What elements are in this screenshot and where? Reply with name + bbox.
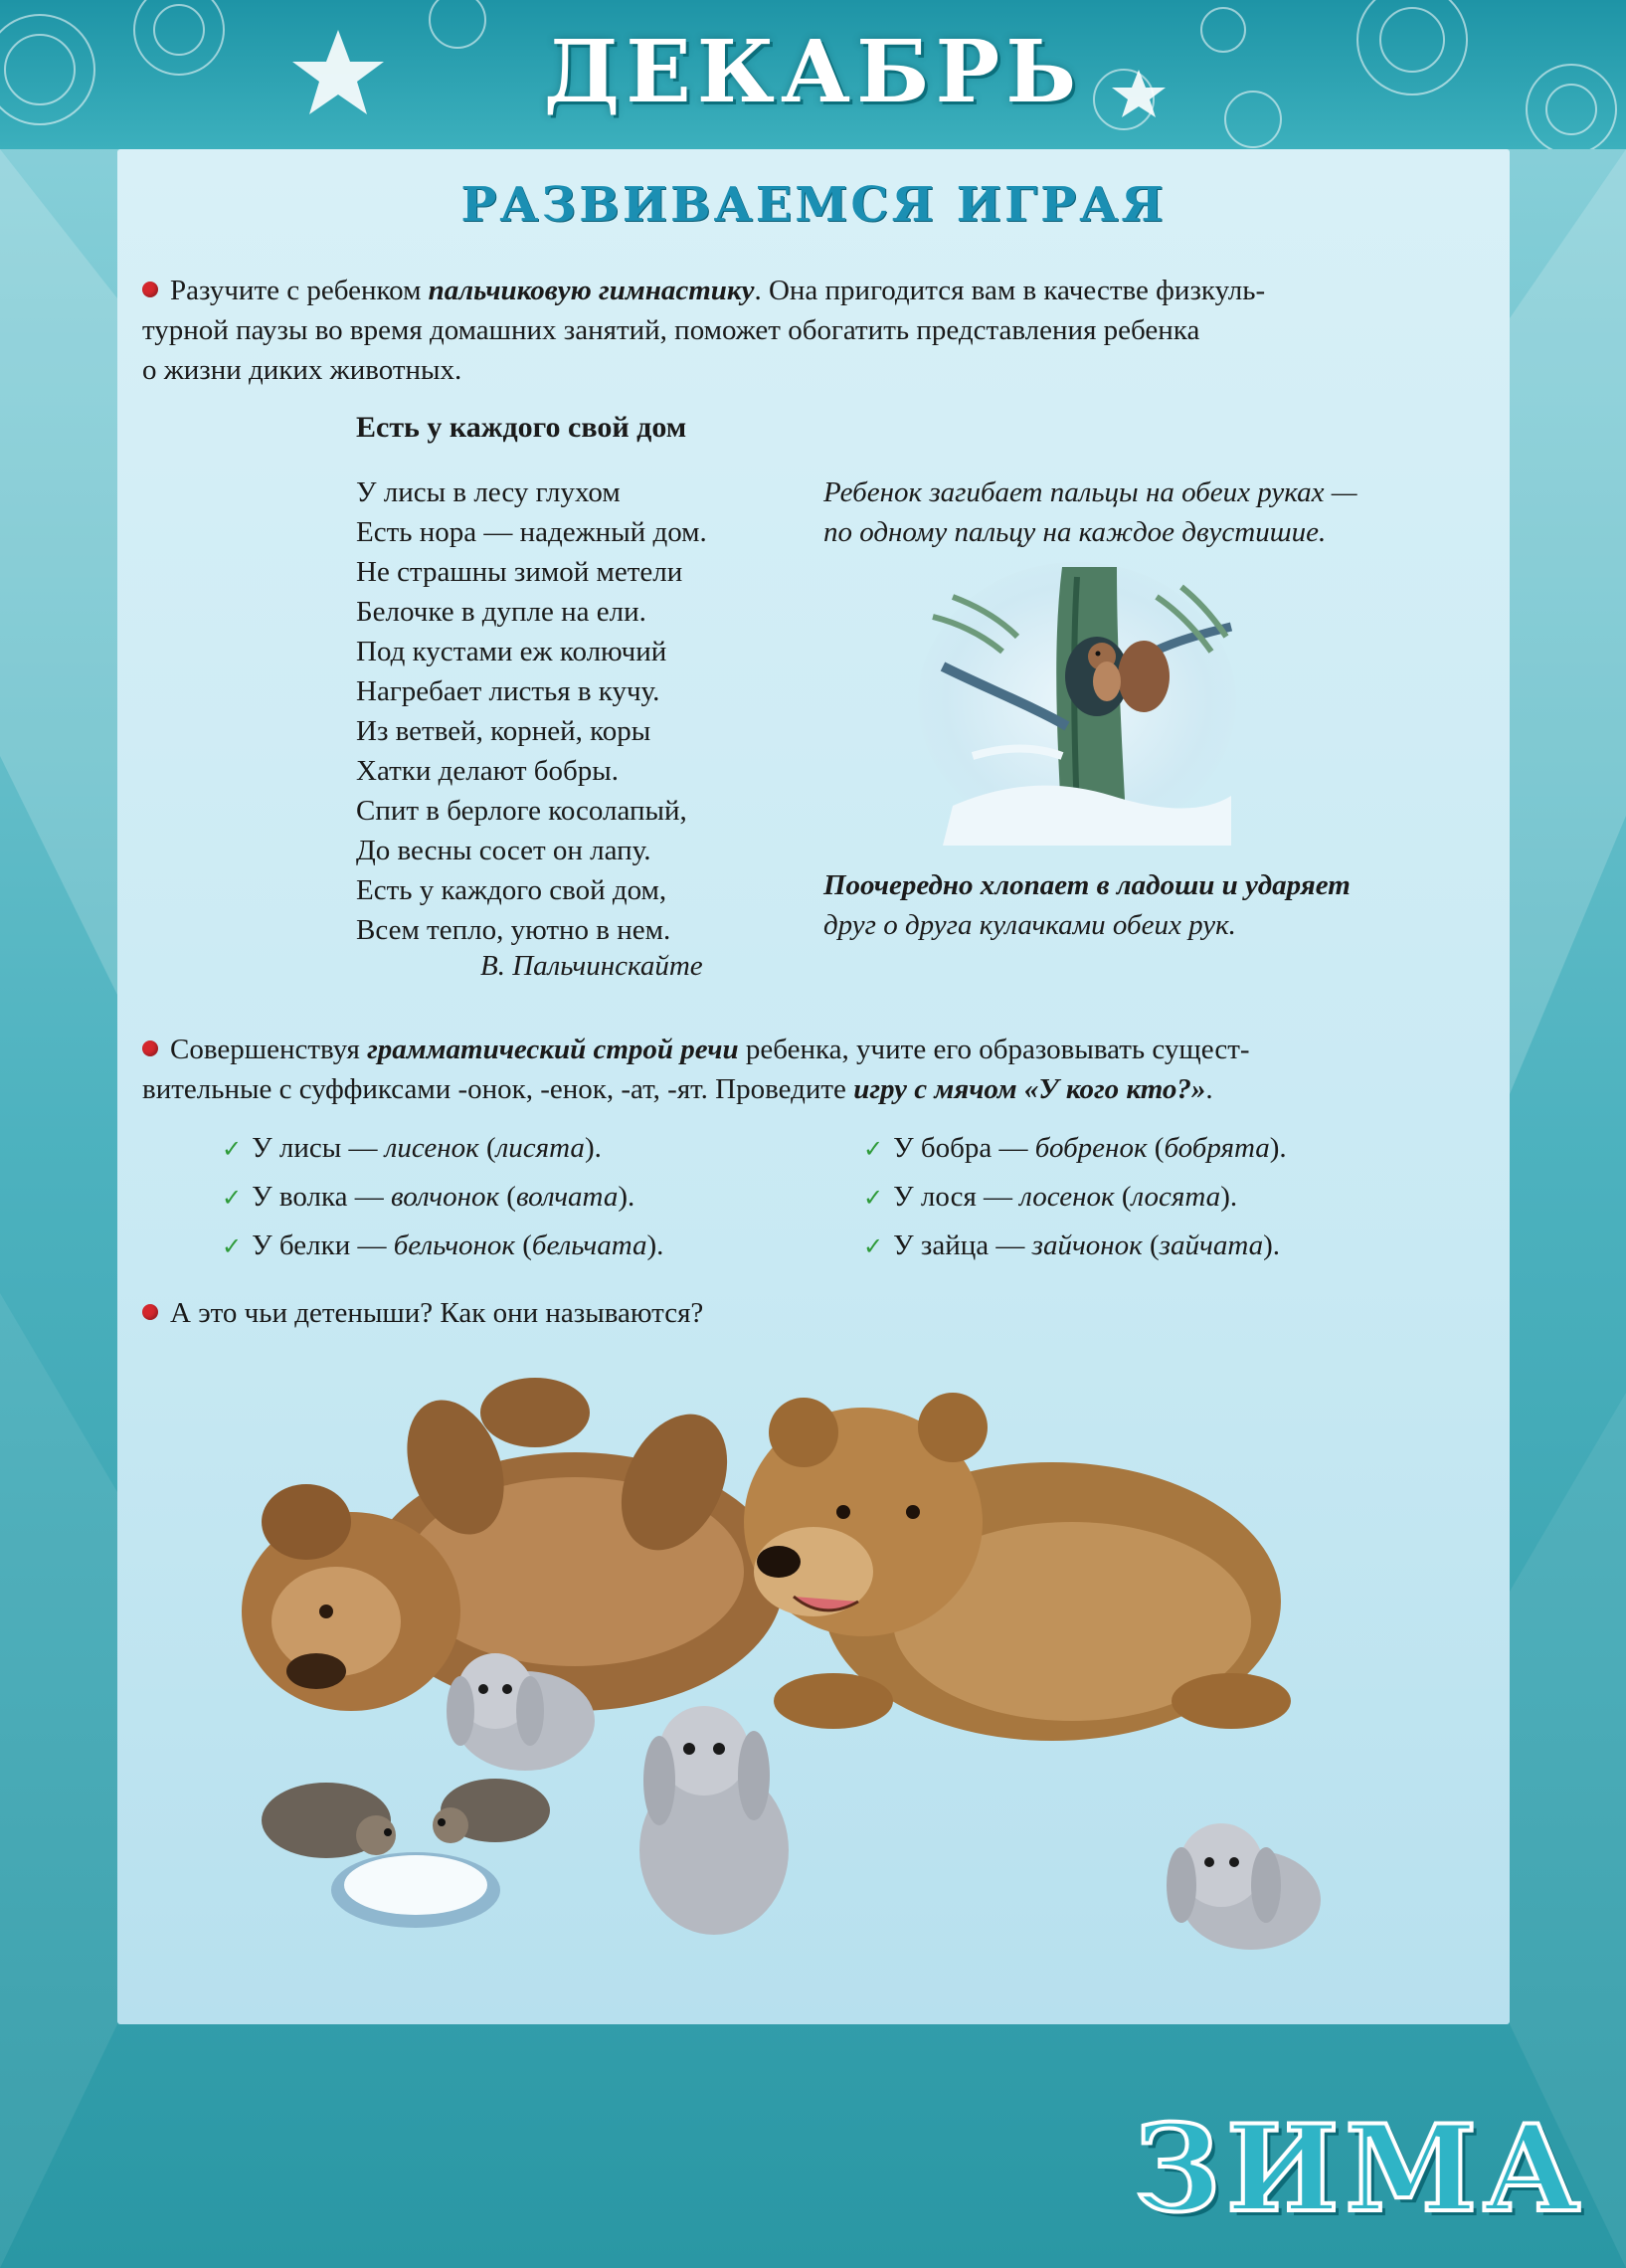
list-item: ✓ У бобра — бобренок (бобрята). (863, 1132, 1287, 1164)
pairs-list-left (222, 1124, 663, 1270)
checkmark-icon: ✓ (222, 1184, 243, 1212)
checkmark-icon: ✓ (222, 1232, 243, 1260)
bullet-icon (142, 1304, 158, 1320)
poem-line: Нагребает листья в кучу. (356, 675, 660, 707)
intro-bold: пальчиковую гимнастику (428, 275, 755, 306)
milk-bowl (331, 1852, 500, 1928)
hedgehog (262, 1783, 396, 1858)
intro-paragraph: Разучите с ребенком пальчиковую гимнастику. Она пригодится вам в качестве физкуль- турной паузы во время домашних занятий, поможет обогатить представления ребенка о жизни диких животных. (142, 275, 1266, 386)
poem-line: Из ветвей, корней, коры (356, 715, 651, 747)
bear-cub-standing (744, 1393, 1291, 1741)
poem-line: Под кустами еж колючий (356, 636, 667, 667)
list-item: ✓ У лося — лосенок (лосята). (863, 1181, 1238, 1213)
list-item: ✓ У лисы — лисенок (лисята). (222, 1132, 602, 1164)
poem-line: У лисы в лесу глухом (356, 476, 621, 508)
poem-author: В. Пальчинскайте (480, 950, 703, 982)
poem-line: Спит в берлоге косолапый, (356, 795, 687, 827)
poem-line: Всем тепло, уютно в нем. (356, 914, 671, 946)
poem-line: До весны сосет он лапу. (356, 835, 651, 866)
bullet-icon (142, 1040, 158, 1056)
poem-line: Есть у каждого свой дом, (356, 874, 667, 906)
squirrel-illustration (913, 557, 1241, 846)
month-title: ДЕКАБРЬ (543, 22, 1083, 122)
checkmark-icon: ✓ (222, 1135, 243, 1163)
poem-line: Не страшны зимой метели (356, 556, 683, 588)
game-name: игру с мячом «У кого кто?» (853, 1073, 1206, 1105)
grammar-paragraph: Совершенствуя грамматический строй речи ребенка, учите его образовывать сущест- вительные с суффиксами -онок, -енок, -ат, -ят. Проведите игру с мячом «У кого кто?». (142, 1034, 1250, 1105)
poem-title: Есть у каждого свой дом (356, 411, 687, 444)
grammar-bold: грамматический строй речи (367, 1034, 739, 1065)
list-item: ✓ У волка — волчонок (волчата). (222, 1181, 635, 1213)
checkmark-icon: ✓ (863, 1184, 884, 1212)
checkmark-icon: ✓ (863, 1135, 884, 1163)
baby-animals-illustration (197, 1373, 1430, 1989)
hint-fingers: Ребенок загибает пальцы на обеих руках — по одному пальцу на каждое двустишие. (823, 476, 1357, 548)
header-banner (0, 0, 1626, 149)
poem-line: Есть нора — надежный дом. (356, 516, 707, 548)
section-title: РАЗВИВАЕМСЯ ИГРАЯ (460, 177, 1167, 233)
pairs-list-right (863, 1124, 1287, 1270)
poem-line: Белочке в дупле на ели. (356, 596, 646, 628)
poem-text (356, 472, 707, 950)
bunny (639, 1706, 789, 1935)
question-paragraph: А это чьи детеныши? Как они называются? (142, 1293, 703, 1333)
poem-line: Хатки делают бобры. (356, 755, 620, 787)
content-panel (117, 149, 1510, 2024)
bullet-icon (142, 282, 158, 297)
list-item: ✓ У зайца — зайчонок (зайчата). (863, 1229, 1281, 1261)
season-title: ЗИМА (1134, 2099, 1586, 2239)
hedgehog (433, 1779, 550, 1843)
bunny (1167, 1823, 1321, 1950)
checkmark-icon: ✓ (863, 1232, 884, 1260)
list-item: ✓ У белки — бельчонок (бельчата). (222, 1229, 664, 1261)
hint-clap: Поочередно хлопает в ладоши и ударяет друг о друга кулачками обеих рук. (823, 869, 1351, 941)
